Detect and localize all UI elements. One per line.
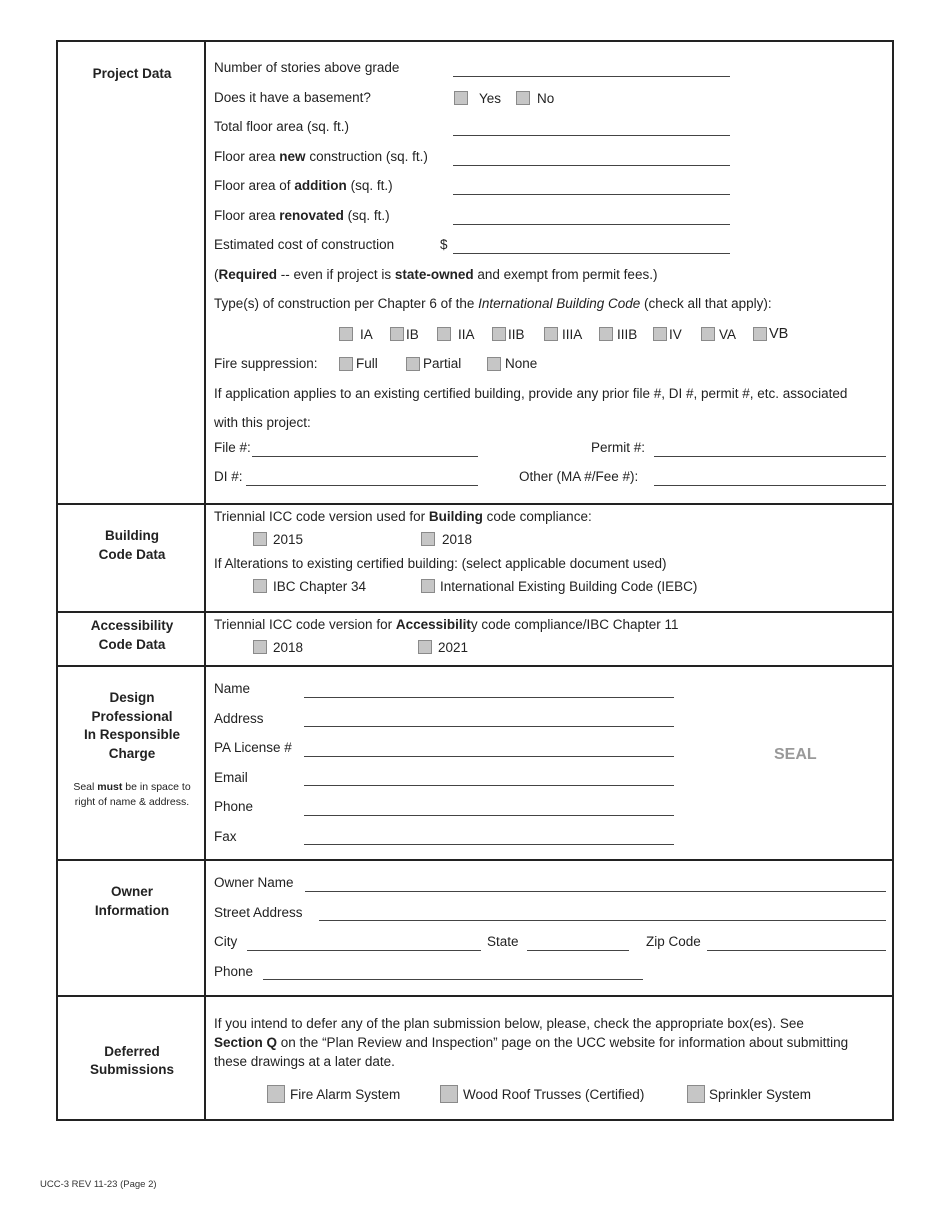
accessibility-2021-label: 2021 (438, 640, 469, 655)
addition-label: Floor area of addition (sq. ft.) (214, 178, 393, 193)
street-address-field[interactable] (319, 920, 886, 921)
sprinkler-system-checkbox[interactable] (687, 1085, 705, 1103)
iebc-label: International Existing Building Code (IEBC) (440, 579, 698, 594)
building-2015-checkbox[interactable] (253, 532, 267, 546)
cost-field[interactable] (453, 253, 730, 254)
type-iiia-checkbox[interactable] (544, 327, 558, 341)
design-label-line-2: Professional (91, 709, 173, 724)
deferred-text-line-3: these drawings at a later date. (214, 1054, 395, 1069)
deferred-label-line-2: Submissions (89, 1062, 175, 1077)
total-floor-label: Total floor area (sq. ft.) (214, 119, 350, 134)
section-label-cell (58, 42, 206, 503)
fire-full-checkbox[interactable] (339, 357, 353, 371)
sprinkler-system-label: Sprinkler System (709, 1087, 812, 1102)
permit-number-field[interactable] (654, 456, 886, 457)
addition-field[interactable] (453, 194, 730, 195)
no-label: No (537, 91, 555, 106)
new-construction-label: Floor area new construction (sq. ft.) (214, 149, 428, 164)
design-label-line-1: Design (109, 690, 155, 705)
type-vb-checkbox[interactable] (753, 327, 767, 341)
city-field[interactable] (247, 950, 481, 951)
accessibility-code-section (58, 613, 892, 667)
owner-information-section (58, 861, 892, 997)
accessibility-label-line-2: Code Data (98, 637, 166, 652)
cost-label: Estimated cost of construction (214, 237, 395, 252)
dp-license-label: PA License # (214, 740, 292, 755)
required-note: (Required -- even if project is state-owned and exempt from permit fees.) (214, 267, 658, 282)
dp-address-label: Address (214, 711, 264, 726)
owner-name-label: Owner Name (214, 875, 294, 890)
file-number-field[interactable] (252, 456, 478, 457)
building-label-line-2: Code Data (98, 547, 166, 562)
alterations-intro: If Alterations to existing certified building: (select applicable document used) (214, 556, 667, 571)
building-code-content (208, 505, 892, 611)
deferred-label-line-1: Deferred (104, 1044, 160, 1059)
stories-field[interactable] (453, 76, 730, 77)
stories-label: Number of stories above grade (214, 60, 400, 75)
type-iia-label: IIA (458, 327, 475, 342)
design-professional-section (58, 667, 892, 861)
existing-building-text-2: with this project: (214, 415, 311, 430)
accessibility-version-intro: Triennial ICC code version for Accessibility code compliance/IBC Chapter 11 (214, 617, 679, 632)
total-floor-field[interactable] (453, 135, 730, 136)
section-label-cell (58, 997, 206, 1119)
wood-roof-trusses-label: Wood Roof Trusses (Certified) (463, 1087, 645, 1102)
deferred-text-line-2: Section Q on the “Plan Review and Inspection” page on the UCC website for information about submitting (214, 1035, 849, 1050)
building-code-section (58, 505, 892, 613)
section-label-cell (58, 505, 206, 611)
file-number-label: File #: (214, 440, 251, 455)
type-ib-label: IB (406, 327, 419, 342)
seal-label: SEAL (774, 746, 817, 763)
dp-email-label: Email (214, 770, 248, 785)
seal-note-line-1: Seal must be in space to (73, 781, 191, 793)
section-label-cell (58, 613, 206, 665)
zip-code-field[interactable] (707, 950, 886, 951)
ibc-chapter-34-checkbox[interactable] (253, 579, 267, 593)
dp-email-field[interactable] (304, 785, 674, 786)
deferred-submissions-content (208, 997, 892, 1119)
di-number-field[interactable] (246, 485, 478, 486)
city-label: City (214, 934, 238, 949)
owner-information-content (208, 861, 892, 995)
dp-name-label: Name (214, 681, 251, 696)
fire-alarm-label: Fire Alarm System (290, 1087, 401, 1102)
type-ia-label: IA (360, 327, 373, 342)
dollar-sign: $ (440, 237, 448, 252)
deferred-submissions-section (58, 997, 892, 1119)
section-label-cell (58, 667, 206, 859)
dp-name-field[interactable] (304, 697, 674, 698)
building-2015-label: 2015 (273, 532, 304, 547)
fire-partial-checkbox[interactable] (406, 357, 420, 371)
accessibility-2018-checkbox[interactable] (253, 640, 267, 654)
accessibility-2018-label: 2018 (273, 640, 304, 655)
type-iib-label: IIB (508, 327, 525, 342)
dp-fax-field[interactable] (304, 844, 674, 845)
basement-no-checkbox[interactable] (516, 91, 530, 105)
type-iiib-label: IIIB (617, 327, 638, 342)
other-number-field[interactable] (654, 485, 886, 486)
yes-label: Yes (479, 91, 502, 106)
renovated-label: Floor area renovated (sq. ft.) (214, 208, 390, 223)
permit-number-label: Permit #: (591, 440, 646, 455)
dp-address-field[interactable] (304, 726, 674, 727)
renovated-field[interactable] (453, 224, 730, 225)
owner-phone-field[interactable] (263, 979, 643, 980)
project-data-section (58, 42, 892, 505)
di-number-label: DI #: (214, 469, 243, 484)
owner-phone-label: Phone (214, 964, 254, 979)
ibc-chapter-34-label: IBC Chapter 34 (273, 579, 367, 594)
design-label-line-4: Charge (108, 746, 156, 761)
type-iia-checkbox[interactable] (437, 327, 451, 341)
accessibility-code-content (208, 613, 892, 665)
fire-none-checkbox[interactable] (487, 357, 501, 371)
iebc-checkbox[interactable] (421, 579, 435, 593)
fire-none-label: None (505, 356, 538, 371)
fire-full-label: Full (356, 356, 378, 371)
owner-label-line-2: Information (94, 903, 170, 918)
type-va-checkbox[interactable] (701, 327, 715, 341)
form-footer: UCC-3 REV 11-23 (Page 2) (40, 1179, 157, 1190)
type-iiia-label: IIIA (562, 327, 583, 342)
deferred-text-line-1: If you intend to defer any of the plan submission below, please, check the appropriate box(es). See (214, 1016, 804, 1031)
basement-label: Does it have a basement? (214, 90, 371, 105)
state-field[interactable] (527, 950, 629, 951)
project-data-label: Project Data (92, 66, 172, 81)
seal-note-line-2: right of name & address. (74, 796, 190, 808)
project-data-content (208, 42, 892, 503)
new-construction-field[interactable] (453, 165, 730, 166)
type-ib-checkbox[interactable] (390, 327, 404, 341)
dp-license-field[interactable] (304, 756, 674, 757)
accessibility-label-line-1: Accessibility (90, 618, 174, 633)
building-2018-label: 2018 (442, 532, 473, 547)
owner-label-line-1: Owner (110, 884, 153, 899)
type-vb-label: VB (769, 326, 789, 342)
accessibility-2021-checkbox[interactable] (418, 640, 432, 654)
street-address-label: Street Address (214, 905, 303, 920)
fire-partial-label: Partial (423, 356, 462, 371)
type-iv-checkbox[interactable] (653, 327, 667, 341)
fire-suppression-label: Fire suppression: (214, 356, 318, 371)
dp-fax-label: Fax (214, 829, 237, 844)
section-label-cell (58, 861, 206, 995)
design-label-line-3: In Responsible (83, 727, 181, 742)
type-iib-checkbox[interactable] (492, 327, 506, 341)
zip-code-label: Zip Code (646, 934, 701, 949)
dp-phone-field[interactable] (304, 815, 674, 816)
building-label-line-1: Building (105, 528, 159, 543)
wood-roof-trusses-checkbox[interactable] (440, 1085, 458, 1103)
type-va-label: VA (719, 327, 737, 342)
owner-name-field[interactable] (305, 891, 886, 892)
dp-phone-label: Phone (214, 799, 254, 814)
other-number-label: Other (MA #/Fee #): (519, 469, 639, 484)
form-table (56, 40, 894, 1121)
type-iiib-checkbox[interactable] (599, 327, 613, 341)
existing-building-text: If application applies to an existing certified building, provide any prior file #, DI #, permit #, etc. associated (214, 386, 848, 401)
type-iv-label: IV (669, 327, 682, 342)
fire-alarm-checkbox[interactable] (267, 1085, 285, 1103)
building-version-intro: Triennial ICC code version used for Building code compliance: (214, 509, 592, 524)
basement-yes-checkbox[interactable] (454, 91, 468, 105)
state-label: State (487, 934, 519, 949)
construction-types-intro: Type(s) of construction per Chapter 6 of the International Building Code (check all that apply): (214, 296, 772, 311)
design-professional-content (208, 667, 892, 859)
building-2018-checkbox[interactable] (421, 532, 435, 546)
type-ia-checkbox[interactable] (339, 327, 353, 341)
